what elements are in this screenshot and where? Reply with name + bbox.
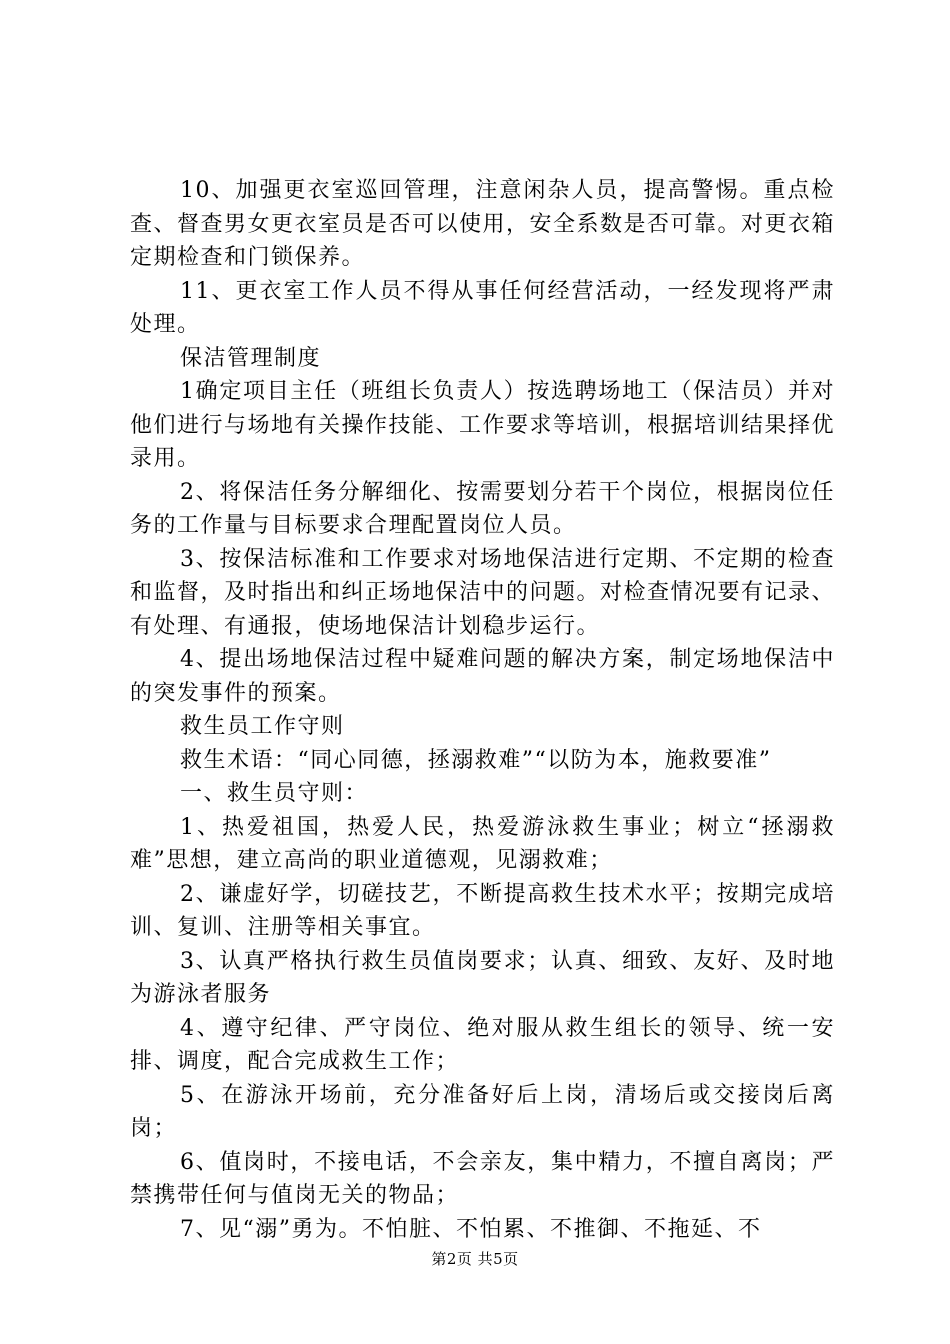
paragraph-lifeguard-6: 6、值岗时，不接电话，不会亲友，集中精力，不擅自离岗；严禁携带任何与值岗无关的物品； (130, 1149, 835, 1208)
section-heading-lifeguard-rules: 救生员工作守则 (180, 714, 345, 739)
paragraph-lifeguard-3: 3、认真严格执行救生员值岗要求；认真、细致、友好、及时地为游泳者服务 (130, 948, 835, 1007)
section-heading-cleaning-rules: 保洁管理制度 (180, 345, 322, 371)
paragraph-cleaning-1: 1确定项目主任（班组长负责人）按选聘场地工（保洁员）并对他们进行与场地有关操作技能、工作要求等培训，根据培训结果择优录用。 (130, 379, 836, 471)
paragraph-changing-room-patrol: 10、加强更衣室巡回管理，注意闲杂人员，提高警惕。重点检查、督查男女更衣室员是否可以使用，安全系数是否可靠。对更衣箱定期检查和门锁保养。 (130, 178, 836, 270)
paragraph-cleaning-4: 4、提出场地保洁过程中疑难问题的解决方案，制定场地保洁中的突发事件的预案。 (130, 647, 835, 706)
paragraph-lifeguard-2: 2、谦虚好学，切磋技艺，不断提高救生技术水平；按期完成培训、复训、注册等相关事宜。 (130, 881, 835, 940)
paragraph-lifeguard-motto: 救生术语：“同心同德，拯溺救难”“以防为本，施救要准” (180, 747, 772, 773)
paragraph-lifeguard-5: 5、在游泳开场前，充分准备好后上岗，清场后或交接岗后离岗； (130, 1082, 835, 1141)
paragraph-lifeguard-4: 4、遵守纪律、严守岗位、绝对服从救生组长的领导、统一安排、调度，配合完成救生工作； (130, 1015, 835, 1074)
paragraph-cleaning-3: 3、按保洁标准和工作要求对场地保洁进行定期、不定期的检查和监督，及时指出和纠正场地保洁中的问题。对检查情况要有记录、有处理、有通报，使场地保洁计划稳步运行。 (130, 546, 836, 639)
paragraph-lifeguard-7: 7、见“溺”勇为。不怕脏、不怕累、不推御、不拖延、不 (180, 1216, 762, 1242)
paragraph-no-business-activity: 11、更衣室工作人员不得从事任何经营活动，一经发现将严肃处理。 (130, 278, 835, 337)
document-body (130, 174, 835, 1246)
paragraph-cleaning-2: 2、将保洁任务分解细化、按需要划分若干个岗位，根据岗位任务的工作量与目标要求合理配置岗位人员。 (130, 479, 835, 538)
paragraph-lifeguard-1: 1、热爱祖国，热爱人民，热爱游泳救生事业；树立“拯溺救难”思想，建立高尚的职业道德观，见溺救难； (130, 814, 835, 873)
subheading-lifeguard-code: 一、救生员守则： (180, 781, 369, 806)
page-number-footer: 第2页 共5页 (431, 1250, 519, 1268)
